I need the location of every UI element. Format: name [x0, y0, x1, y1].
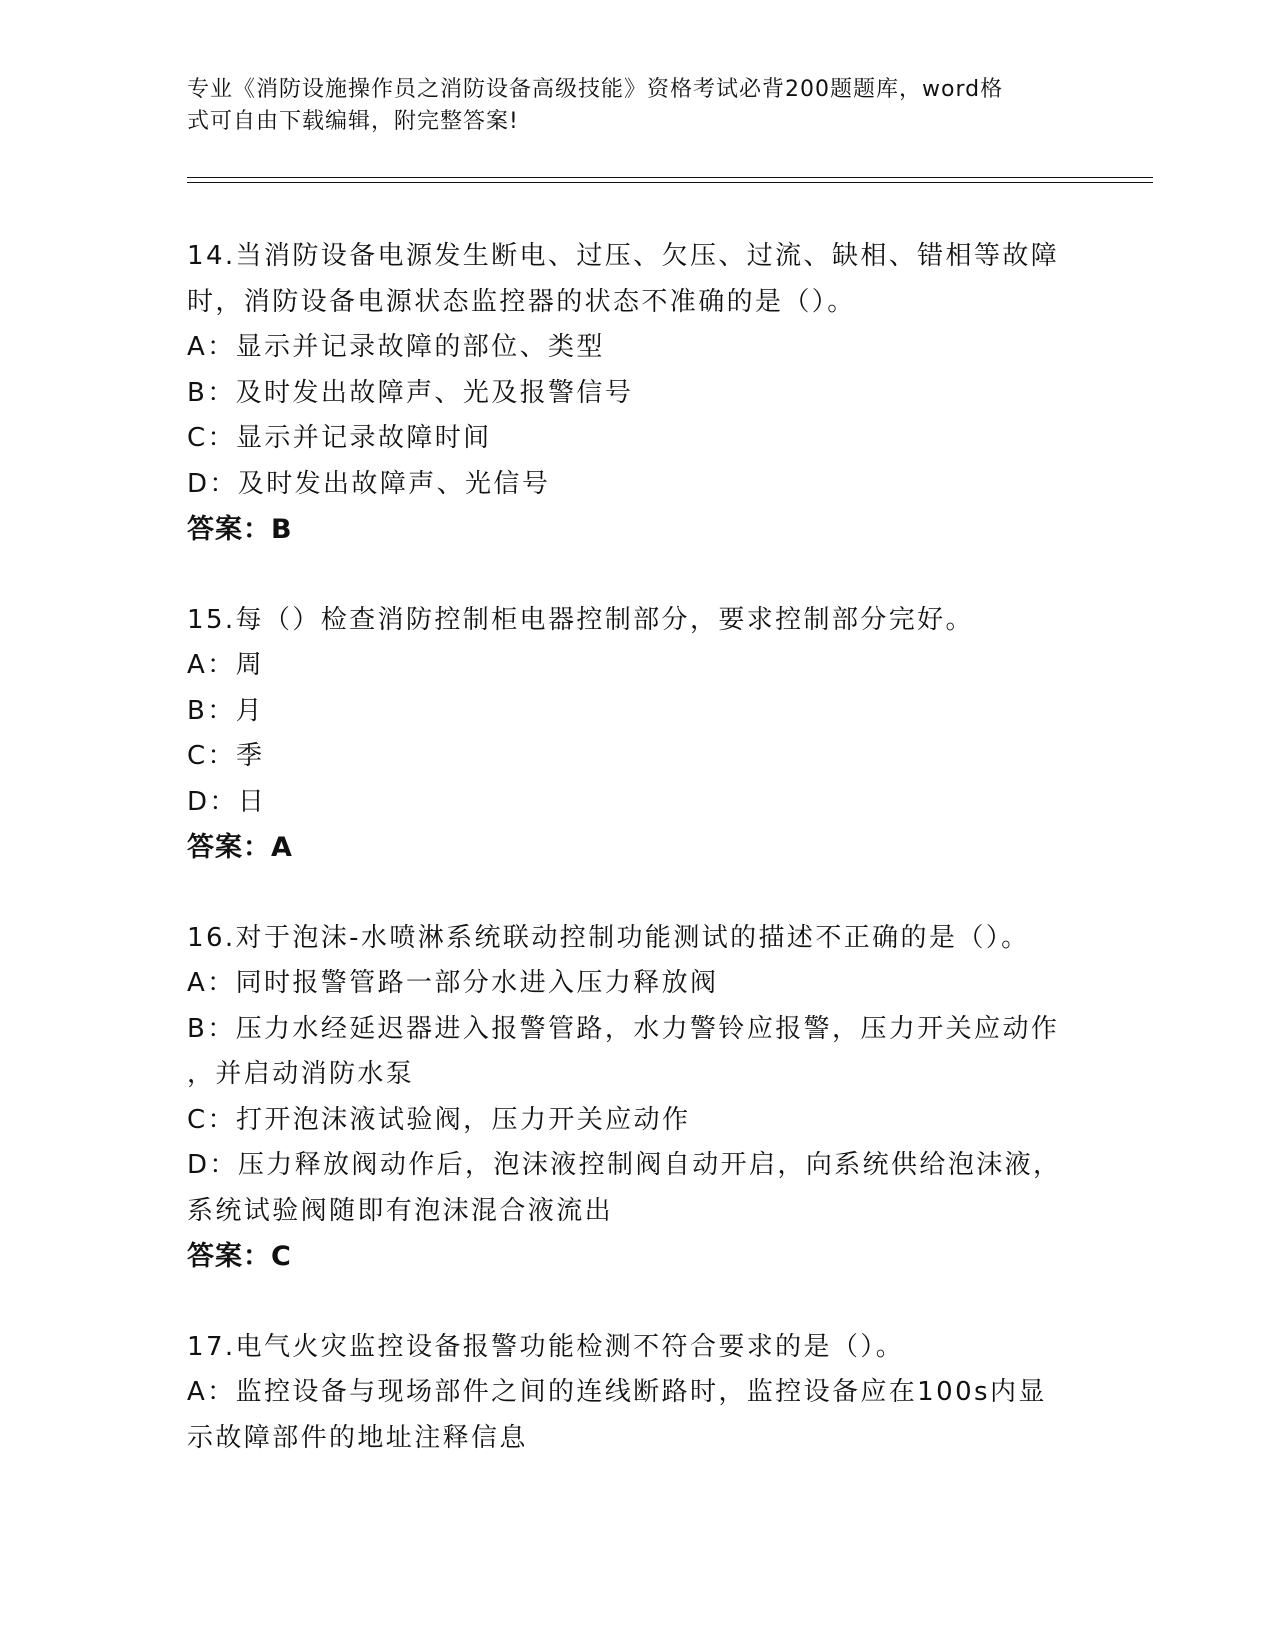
question-stem: 16.对于泡沫-水喷淋系统联动控制功能测试的描述不正确的是（）。 [187, 922, 1030, 953]
option-d: D：日 [187, 786, 267, 817]
question-stem: 17.电气火灾监控设备报警功能检测不符合要求的是（）。 [187, 1331, 905, 1362]
answer: 答案：B [187, 514, 293, 545]
question-stem: 时，消防设备电源状态监控器的状态不准确的是（）。 [187, 286, 856, 317]
option-a: A：同时报警管路一部分水进入压力释放阀 [187, 968, 719, 998]
option-a: A：周 [187, 650, 264, 680]
option-b: B：及时发出故障声、光及报警信号 [187, 377, 634, 408]
option-b: B：压力水经延迟器进入报警管路，水力警铃应报警，压力开关应动作 [187, 1013, 1060, 1044]
option-c: C：显示并记录故障时间 [187, 423, 492, 453]
answer: 答案：C [187, 1241, 292, 1272]
document-header [187, 74, 1067, 138]
option-a: A：监控设备与现场部件之间的连线断路时，监控设备应在100s内显 [187, 1377, 1047, 1407]
header-line-2: 式可自由下载编辑，附完整答案! [187, 109, 519, 134]
question-stem: 15.每（）检查消防控制柜电器控制部分，要求控制部分完好。 [187, 604, 974, 635]
option-d-continued: 系统试验阀随即有泡沫混合液流出 [187, 1195, 614, 1226]
option-b-continued: ，并启动消防水泵 [187, 1059, 415, 1089]
header-line-1: 专业《消防设施操作员之消防设备高级技能》资格考试必背200题题库，word格 [187, 77, 1004, 102]
header-divider-top [187, 177, 1153, 178]
option-c: C：季 [187, 741, 265, 771]
option-a: A：显示并记录故障的部位、类型 [187, 332, 605, 362]
question-17 [187, 1325, 1087, 1462]
question-stem: 14.当消防设备电源发生断电、过压、欠压、过流、缺相、错相等故障 [187, 241, 1060, 271]
option-b: B：月 [187, 695, 265, 726]
question-14 [187, 234, 1087, 553]
option-a-continued: 示故障部件的地址注释信息 [187, 1422, 528, 1453]
question-16 [187, 916, 1087, 1280]
answer: 答案：A [187, 832, 293, 863]
option-d: D：压力释放阀动作后，泡沫液控制阀自动开启，向系统供给泡沫液， [187, 1150, 1062, 1180]
question-15 [187, 598, 1087, 871]
header-divider-bottom [187, 182, 1153, 183]
option-c: C：打开泡沫液试验阀，压力开关应动作 [187, 1104, 691, 1135]
option-d: D：及时发出故障声、光信号 [187, 468, 551, 499]
question-list [187, 234, 1087, 1461]
